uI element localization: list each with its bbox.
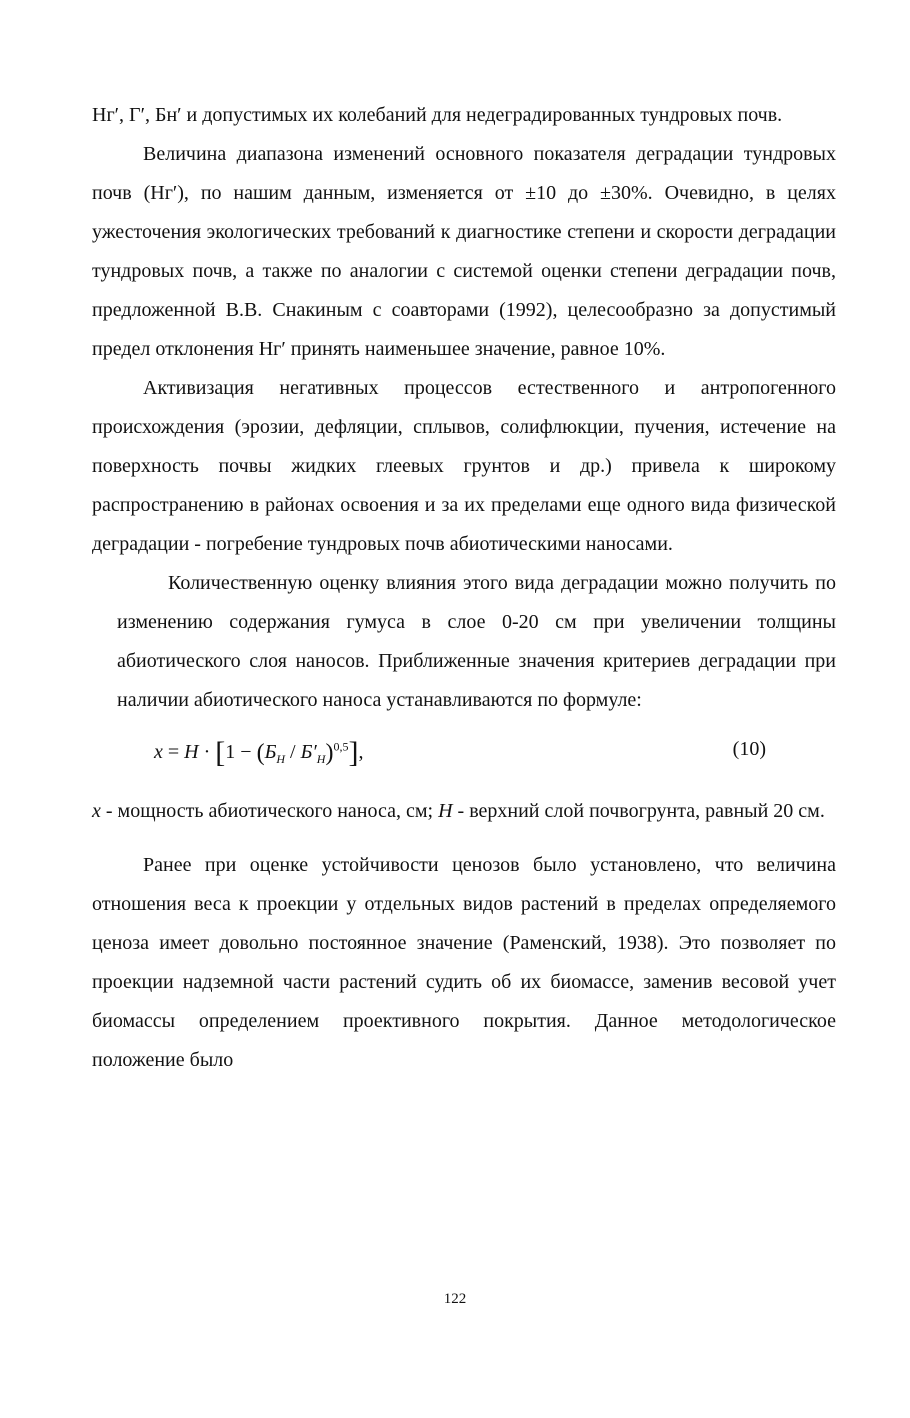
formula-dot: · — [198, 741, 216, 763]
paragraph-quantitative-assessment: Количественную оценку влияния этого вида деградации можно получить по изменению содержания гумуса в слое 0-20 см при увеличении толщины абиотического слоя наносов. Приближенные значения критериев деградации при наличии абиотического наноса устанавливаются по формуле: — [117, 572, 836, 711]
formula-comma: , — [358, 741, 364, 763]
paragraph-negative-processes: Активизация негативных процессов естественного и антропогенного происхождения (эрозии, дефляции, сплывов, солифлюкции, пучения, истечение на поверхность почвы жидких глеевых грунтов и др.) привела к широкому распространению в районах освоения и за их пределами еще одного вида физической деградации - погребение тундровых почв абиотическими наносами. — [92, 377, 836, 555]
document-page — [92, 96, 836, 1080]
formula-right-bracket: ] — [348, 736, 359, 769]
paragraph-cenosis-stability: Ранее при оценке устойчивости ценозов было установлено, что величина отношения веса к проекции у отдельных видов растений в пределах определяемого ценоза имеет довольно постоянное значение (Раменский, 1938). Это позволяет по проекции надземной части растений судить об их биомассе, заменив весовой учет биомассы определением проективного покрытия. Данное методологическое положение было — [92, 854, 836, 1071]
definition-h-text: - верхний слой почвогрунта, равный 20 см. — [452, 800, 825, 822]
definition-x-text: - мощность абиотического наноса, см; — [100, 800, 439, 822]
formula-b-subscript: Н — [276, 752, 286, 766]
formula-right-paren: ) — [325, 740, 334, 766]
formula-10 — [154, 736, 363, 770]
definition-h-symbol: H — [438, 800, 453, 822]
formula-left-bracket: [ — [215, 736, 226, 769]
paragraph-definitions — [92, 792, 836, 831]
formula-h: H — [184, 741, 199, 763]
formula-x: x — [154, 741, 163, 763]
definition-x-symbol: x — [92, 800, 101, 822]
paragraph-range-of-changes: Величина диапазона изменений основного показателя деградации тундровых почв (Нг′), по нашим данным, изменяется от ±10 до ±30%. Очевидно, в целях ужесточения экологических требований к диагностике степени и скорости деградации тундровых почв, а также по аналогии с системой оценки степени деградации почв, предложенной В.В. Снакиным с соавторами (1992), целесообразно за допустимый предел отклонения Нг′ принять наименьшее значение, равное 10%. — [92, 143, 836, 360]
formula-one-minus: 1 − — [225, 741, 257, 763]
formula-b: Б — [264, 741, 277, 763]
formula-left-paren: ( — [256, 740, 265, 766]
formula-slash: / — [285, 741, 301, 763]
paragraph-continuation: Нг′, Г′, Бн′ и допустимых их колебаний для недеградированных тундровых почв. — [92, 104, 783, 126]
formula-block — [92, 730, 836, 786]
formula-equals: = — [162, 741, 185, 763]
formula-b-prime: Б′ — [300, 741, 317, 763]
page-number: 122 — [443, 1291, 467, 1307]
formula-exponent: 0,5 — [333, 739, 349, 754]
formula-b-prime-subscript: Н — [316, 752, 326, 766]
formula-number: (10) — [732, 738, 766, 760]
